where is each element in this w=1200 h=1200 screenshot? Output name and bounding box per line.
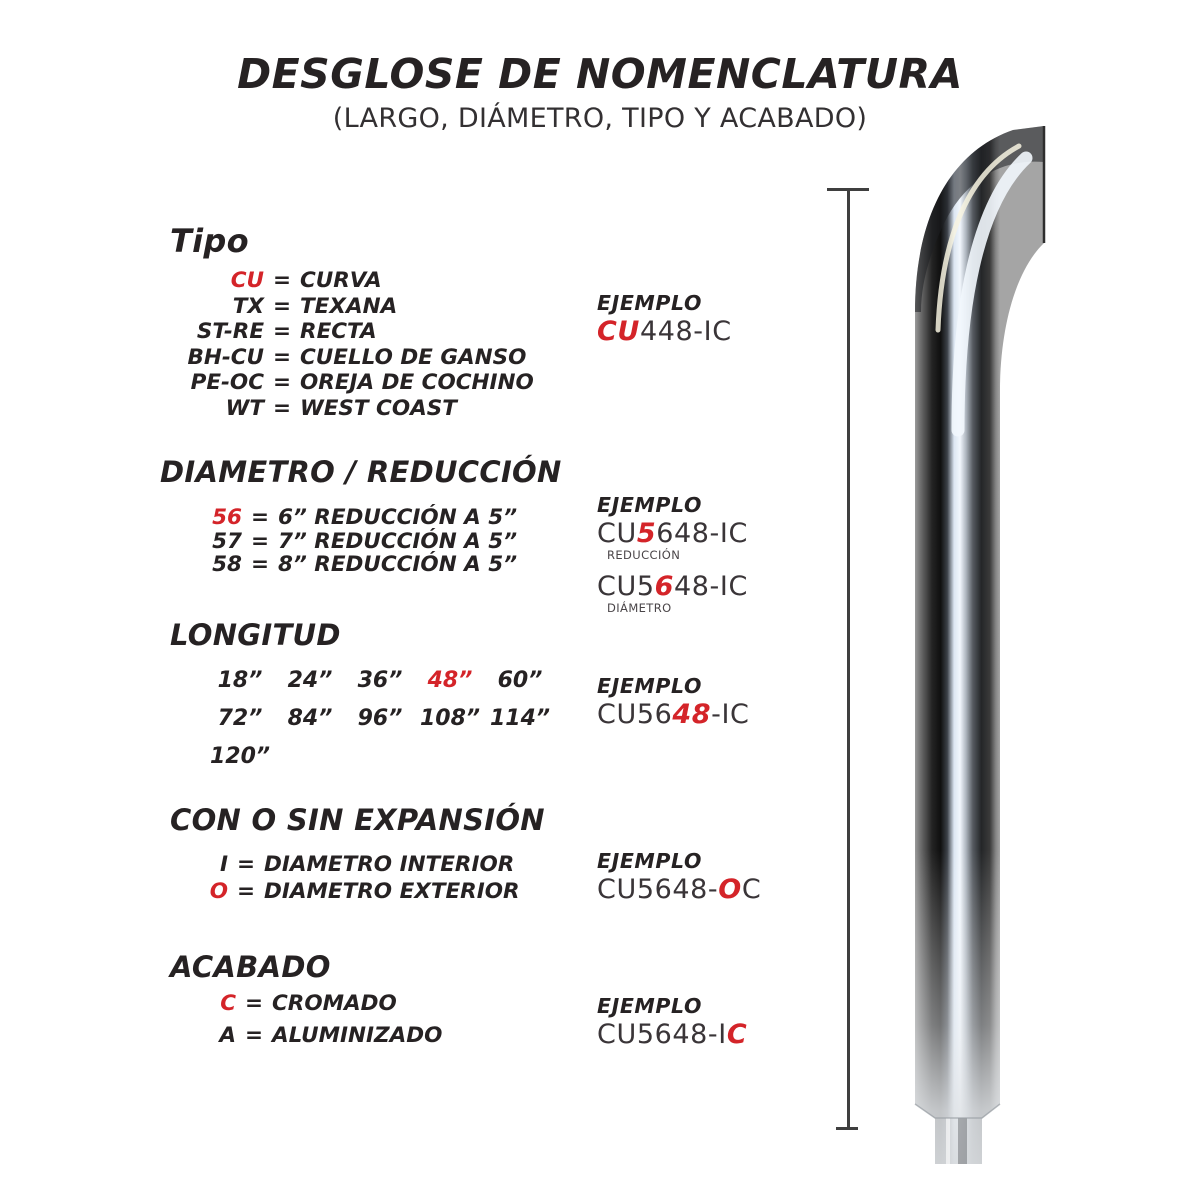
tipo-item-bhcu: BH-CU = CUELLO DE GANSO [152,345,534,371]
section-heading-diametro: DIAMETRO / REDUCCIÓN [160,455,562,489]
diametro-code: 56 [212,505,242,530]
example-tipo [597,291,732,347]
diametro-name: 6” REDUCCIÓN A 5” [278,505,518,530]
tipo-code: WT [225,395,264,421]
acabado-item-a: A = ALUMINIZADO [152,1020,442,1052]
length-value: 60” [497,668,543,693]
section-heading-longitud: LONGITUD [170,618,341,652]
length-value: 36” [357,668,403,693]
acabado-code: A [219,1023,236,1048]
tipo-item-tx: TX = TEXANA [152,294,534,320]
example-highlight: 48 [672,699,712,730]
acabado-item-c: C = CROMADO [152,988,442,1020]
example-label: EJEMPLO [597,674,703,698]
longitud-row-2 [205,700,555,738]
example-highlight: C [726,1019,748,1050]
tipo-list [152,268,534,421]
length-value: 114” [489,706,551,731]
expansion-name: DIAMETRO EXTERIOR [264,879,520,904]
section-heading-acabado: ACABADO [170,950,331,984]
example-highlight: CU [597,316,640,347]
tipo-code: ST-RE [196,319,264,344]
acabado-name: CROMADO [272,991,397,1016]
example-highlight: 6 [654,571,674,602]
section-heading-tipo: Tipo [170,222,249,260]
diametro-item-56: 56 = 6” REDUCCIÓN A 5” [152,506,517,530]
tipo-item-peoc: PE-OC = OREJA DE COCHINO [152,370,534,396]
acabado-code: C [220,991,236,1016]
example-label: EJEMPLO [597,994,703,1018]
diametro-item-58: 58 = 8” REDUCCIÓN A 5” [152,553,517,577]
expansion-name: DIAMETRO INTERIOR [264,852,515,877]
longitud-row-3 [205,738,555,776]
length-value: 96” [357,706,403,731]
diametro-list [152,506,517,577]
diametro-code: 57 [212,528,242,554]
example-longitud [597,674,750,730]
length-value: 24” [287,668,333,693]
length-value: 120” [209,744,271,769]
example-diametro [597,493,748,615]
tipo-code: BH-CU [187,344,264,370]
section-heading-expansion: CON O SIN EXPANSIÓN [170,803,545,837]
example-code: CU448-IC [597,316,732,347]
longitud-row-1 [205,662,555,700]
length-value-highlighted: 48” [427,668,473,693]
expansion-item-i: I = DIAMETRO INTERIOR [152,851,520,878]
expansion-item-o: O = DIAMETRO EXTERIOR [152,878,520,905]
tipo-item-wt: WT = WEST COAST [152,396,534,422]
example-caption-diametro: DIÁMETRO [607,601,672,615]
tipo-item-cu: CU = CURVA [152,268,534,294]
tipo-name: CURVA [300,268,382,293]
page-title: DESGLOSE DE NOMENCLATURA [237,50,963,98]
tipo-code: CU [230,268,264,293]
example-code: CU5648-OC [597,874,762,905]
tipo-name: WEST COAST [300,395,457,421]
page-subtitle: (LARGO, DIÁMETRO, TIPO Y ACABADO) [332,103,868,134]
length-value: 84” [287,706,333,731]
diametro-name: 8” REDUCCIÓN A 5” [278,552,518,577]
tipo-name: CUELLO DE GANSO [300,344,527,370]
tipo-name: OREJA DE COCHINO [300,370,534,395]
expansion-code: O [209,879,228,904]
diametro-code: 58 [212,552,242,577]
example-expansion [597,849,761,905]
example-highlight: 5 [636,518,657,549]
diametro-name: 7” REDUCCIÓN A 5” [278,528,518,554]
example-label: EJEMPLO [597,291,703,315]
example-code-reduccion: CU5648-IC [597,518,748,549]
exhaust-stack-image [880,118,1080,1180]
diametro-item-57: 57 = 7” REDUCCIÓN A 5” [152,530,517,554]
length-value: 108” [419,706,481,731]
tipo-code: TX [232,293,264,319]
length-value: 72” [217,706,263,731]
measurement-line-bottom-cap [836,1127,858,1130]
measurement-line [847,189,850,1129]
example-code-diametro: CU5648-IC [597,571,748,602]
expansion-list [152,851,520,905]
tipo-name: TEXANA [300,293,398,319]
acabado-list [152,988,442,1052]
tipo-name: RECTA [300,319,377,344]
example-highlight: O [718,874,742,905]
example-code: CU5648-IC [597,699,750,730]
example-code: CU5648-IC [597,1019,748,1050]
tipo-item-stre: ST-RE = RECTA [152,319,534,345]
tipo-code: PE-OC [190,370,264,395]
expansion-code: I [220,852,228,877]
example-caption-reduccion: REDUCCIÓN [607,548,681,562]
example-label: EJEMPLO [597,493,703,517]
length-value: 18” [217,668,263,693]
acabado-name: ALUMINIZADO [272,1023,443,1048]
example-acabado [597,994,747,1050]
example-label: EJEMPLO [597,849,703,873]
longitud-grid [205,662,555,776]
